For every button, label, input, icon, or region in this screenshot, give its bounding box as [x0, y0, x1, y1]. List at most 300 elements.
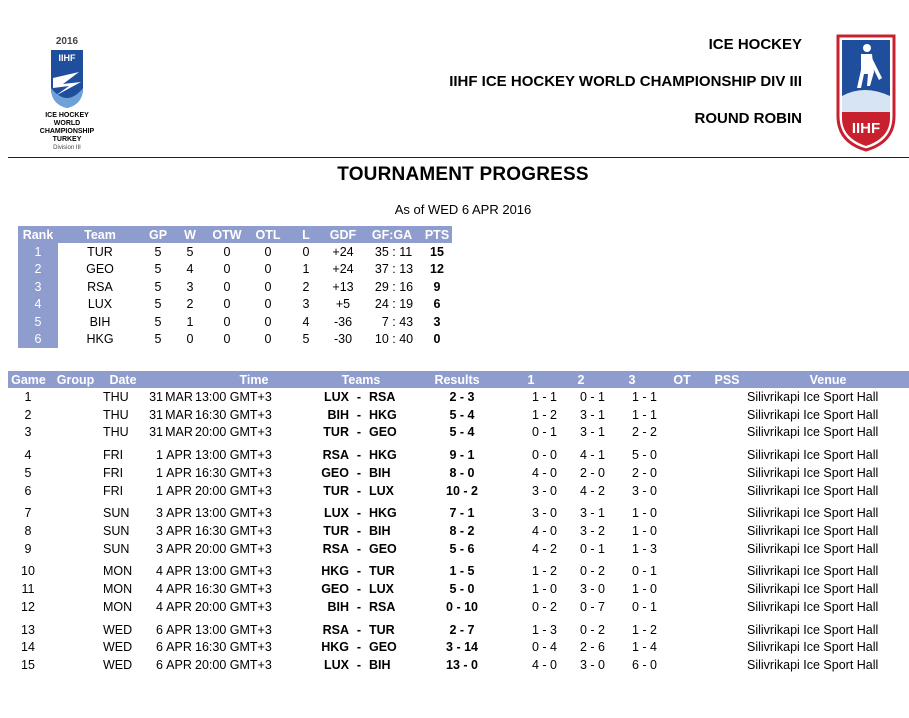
- game-time: 20:00 GMT+3: [195, 658, 272, 673]
- gfga-cell: [362, 296, 422, 314]
- pss-score: [707, 522, 747, 540]
- team-cell: LUX: [87, 297, 113, 312]
- game-row: [8, 388, 909, 406]
- otw-cell: 0: [223, 279, 231, 294]
- logo-right-text: IIHF: [851, 120, 881, 137]
- col-period-2: 2: [557, 371, 607, 388]
- ot-score: [657, 482, 707, 500]
- game-day: THU: [103, 407, 129, 422]
- teams-separator: -: [356, 407, 362, 422]
- col-rank: Rank: [18, 226, 58, 243]
- gp-cell: 5: [154, 262, 162, 277]
- game-month: APR: [166, 448, 192, 463]
- home-team: HKG: [321, 640, 349, 655]
- col-pss: PSS: [707, 371, 747, 388]
- home-team: RSA: [322, 448, 349, 463]
- game-month: APR: [166, 640, 192, 655]
- venue-cell: Silivrikapi Ice Sport Hall: [747, 407, 879, 422]
- standings-table: [18, 226, 452, 348]
- pts-cell: 0: [433, 332, 441, 347]
- pss-score: [707, 446, 747, 464]
- gf-value: 29: [374, 279, 389, 294]
- rank-cell: 6: [18, 331, 58, 349]
- game-number: 13: [21, 622, 35, 637]
- home-team: HKG: [321, 564, 349, 579]
- period-3-score: 1 - 0: [632, 524, 658, 539]
- gp-cell: 5: [154, 297, 162, 312]
- gp-cell: 5: [154, 314, 162, 329]
- standings-row: [18, 313, 452, 331]
- away-team: HKG: [369, 407, 397, 422]
- page-title: TOURNAMENT PROGRESS: [337, 164, 589, 185]
- home-team: GEO: [321, 582, 349, 597]
- col-results: Results: [409, 371, 505, 388]
- game-row: [8, 464, 909, 482]
- period-3-score: 1 - 1: [632, 389, 658, 404]
- venue-cell: Silivrikapi Ice Sport Hall: [747, 506, 879, 521]
- group-cell: [48, 388, 103, 406]
- w-cell: 2: [186, 297, 194, 312]
- header-sport: ICE HOCKEY: [708, 36, 802, 53]
- ot-score: [657, 540, 707, 558]
- ot-score: [657, 563, 707, 581]
- period-1-score: 1 - 2: [532, 564, 558, 579]
- game-number: 3: [24, 425, 32, 440]
- standings-row: [18, 296, 452, 314]
- game-row: [8, 482, 909, 500]
- teams-separator: -: [356, 448, 362, 463]
- period-3-score: 1 - 1: [632, 407, 658, 422]
- ga-value: 40: [399, 332, 414, 347]
- game-day-number: 6: [156, 622, 163, 637]
- game-day-number: 1: [156, 448, 163, 463]
- col-teams: Teams: [313, 371, 409, 388]
- venue-cell: Silivrikapi Ice Sport Hall: [747, 425, 879, 440]
- game-number: 9: [24, 541, 32, 556]
- game-day-number: 4: [156, 600, 163, 615]
- period-1-score: 0 - 1: [532, 425, 558, 440]
- period-1-score: 1 - 2: [532, 407, 558, 422]
- period-2-score: 3 - 1: [580, 506, 606, 521]
- col-w: W: [174, 226, 206, 243]
- game-month: APR: [166, 658, 192, 673]
- pts-cell: 12: [430, 262, 444, 277]
- period-2-score: 0 - 2: [580, 564, 606, 579]
- games-header-row: [8, 371, 909, 388]
- game-result: 5 - 0: [449, 582, 475, 597]
- ot-score: [657, 504, 707, 522]
- game-month: APR: [166, 506, 192, 521]
- game-day-number: 3: [156, 541, 163, 556]
- period-1-score: 4 - 0: [532, 524, 558, 539]
- l-cell: 3: [302, 297, 310, 312]
- col-otl: OTL: [248, 226, 288, 243]
- standings-row: [18, 261, 452, 279]
- game-month: APR: [166, 622, 192, 637]
- pss-score: [707, 406, 747, 424]
- game-day: MON: [103, 600, 133, 615]
- pts-cell: 3: [433, 314, 441, 329]
- group-cell: [48, 522, 103, 540]
- game-number: 6: [24, 483, 32, 498]
- pss-score: [707, 464, 747, 482]
- game-time: 16:30 GMT+3: [195, 640, 272, 655]
- game-number: 14: [21, 640, 35, 655]
- col-date: Date: [103, 371, 143, 388]
- game-row: [8, 563, 909, 581]
- ot-score: [657, 656, 707, 674]
- venue-cell: Silivrikapi Ice Sport Hall: [747, 622, 879, 637]
- game-result: 8 - 0: [449, 465, 475, 480]
- period-1-score: 1 - 0: [532, 582, 558, 597]
- team-cell: TUR: [87, 244, 113, 259]
- period-2-score: 2 - 0: [580, 465, 606, 480]
- game-result: 1 - 5: [449, 564, 475, 579]
- otl-cell: 0: [264, 332, 272, 347]
- group-cell: [48, 621, 103, 639]
- pss-score: [707, 621, 747, 639]
- gp-cell: 5: [154, 244, 162, 259]
- away-team: LUX: [369, 582, 394, 597]
- game-result: 7 - 1: [449, 506, 475, 521]
- teams-separator: -: [356, 640, 362, 655]
- period-1-score: 3 - 0: [532, 483, 558, 498]
- game-time: 16:30 GMT+3: [195, 582, 272, 597]
- game-result: 13 - 0: [446, 658, 478, 673]
- period-1-score: 4 - 0: [532, 658, 558, 673]
- away-team: RSA: [369, 389, 396, 404]
- period-2-score: 3 - 2: [580, 524, 606, 539]
- game-time: 20:00 GMT+3: [195, 483, 272, 498]
- game-month: MAR: [165, 389, 193, 404]
- away-team: TUR: [369, 564, 395, 579]
- pss-score: [707, 388, 747, 406]
- home-team: TUR: [323, 483, 349, 498]
- w-cell: 0: [186, 332, 194, 347]
- game-row: [8, 598, 909, 616]
- gf-value: 24: [374, 297, 389, 312]
- game-month: MAR: [165, 407, 193, 422]
- otw-cell: 0: [223, 262, 231, 277]
- col-l: L: [288, 226, 324, 243]
- col-ot: OT: [657, 371, 707, 388]
- group-cell: [48, 656, 103, 674]
- game-result: 0 - 10: [446, 600, 478, 615]
- teams-separator: -: [356, 389, 362, 404]
- game-row: [8, 406, 909, 424]
- group-cell: [48, 563, 103, 581]
- logo-brand: IIHF: [58, 53, 76, 63]
- ot-score: [657, 446, 707, 464]
- group-cell: [48, 424, 103, 442]
- home-team: TUR: [323, 425, 349, 440]
- ga-value: 16: [399, 279, 414, 294]
- logo-year: 2016: [55, 36, 79, 47]
- game-month: APR: [166, 564, 192, 579]
- gf-value: 35: [374, 244, 389, 259]
- gfga-separator: :: [388, 297, 400, 312]
- venue-cell: Silivrikapi Ice Sport Hall: [747, 465, 879, 480]
- col-group: Group: [48, 371, 103, 388]
- ot-score: [657, 621, 707, 639]
- col-gp: GP: [142, 226, 174, 243]
- pss-score: [707, 580, 747, 598]
- w-cell: 3: [186, 279, 194, 294]
- game-number: 4: [24, 448, 32, 463]
- gf-value: 10: [374, 332, 389, 347]
- period-1-score: 1 - 3: [532, 622, 558, 637]
- otl-cell: 0: [264, 262, 272, 277]
- period-3-score: 1 - 4: [632, 640, 658, 655]
- period-3-score: 0 - 1: [632, 564, 658, 579]
- l-cell: 2: [302, 279, 310, 294]
- period-2-score: 4 - 1: [580, 448, 606, 463]
- col-otw: OTW: [206, 226, 248, 243]
- group-cell: [48, 540, 103, 558]
- game-day-number: 4: [156, 582, 163, 597]
- gdf-cell: +5: [335, 297, 351, 312]
- game-result: 8 - 2: [449, 524, 475, 539]
- period-2-score: 0 - 1: [580, 389, 606, 404]
- gfga-cell: [362, 243, 422, 261]
- game-time: 13:00 GMT+3: [195, 448, 272, 463]
- otl-cell: 0: [264, 297, 272, 312]
- home-team: LUX: [324, 506, 349, 521]
- l-cell: 5: [302, 332, 310, 347]
- game-result: 2 - 3: [449, 389, 475, 404]
- game-month: APR: [166, 524, 192, 539]
- header-event: IIHF ICE HOCKEY WORLD CHAMPIONSHIP DIV III: [449, 73, 802, 90]
- rank-cell: 1: [18, 243, 58, 261]
- game-month: APR: [166, 541, 192, 556]
- game-day-number: 4: [156, 564, 163, 579]
- away-team: GEO: [369, 541, 397, 556]
- w-cell: 1: [186, 314, 194, 329]
- col-team: Team: [58, 226, 142, 243]
- period-3-score: 2 - 2: [632, 425, 658, 440]
- period-1-score: 4 - 0: [532, 465, 558, 480]
- period-2-score: 3 - 0: [580, 658, 606, 673]
- teams-separator: -: [356, 622, 362, 637]
- gdf-cell: +24: [332, 262, 354, 277]
- gfga-separator: :: [388, 279, 400, 294]
- game-number: 12: [21, 600, 35, 615]
- col-gdf: GDF: [324, 226, 362, 243]
- game-month: APR: [166, 465, 192, 480]
- ot-score: [657, 424, 707, 442]
- away-team: HKG: [369, 448, 397, 463]
- col-pts: PTS: [422, 226, 452, 243]
- logo-line-4: TURKEY: [52, 136, 82, 143]
- game-time: 20:00 GMT+3: [195, 425, 272, 440]
- game-time: 13:00 GMT+3: [195, 622, 272, 637]
- game-day-number: 31: [149, 389, 163, 404]
- home-team: GEO: [321, 465, 349, 480]
- gfga-cell: [362, 331, 422, 349]
- pss-score: [707, 504, 747, 522]
- game-month: APR: [166, 582, 192, 597]
- as-of-date: As of WED 6 APR 2016: [394, 202, 532, 217]
- iihf-logo-icon: [834, 34, 898, 152]
- otl-cell: 0: [264, 244, 272, 259]
- team-cell: GEO: [86, 262, 114, 277]
- ot-score: [657, 639, 707, 657]
- otw-cell: 0: [223, 314, 231, 329]
- game-row: [8, 656, 909, 674]
- home-team: LUX: [324, 658, 349, 673]
- game-day: FRI: [103, 483, 124, 498]
- teams-separator: -: [356, 658, 362, 673]
- game-result: 3 - 14: [446, 640, 478, 655]
- game-day: MON: [103, 564, 133, 579]
- group-cell: [48, 446, 103, 464]
- venue-cell: Silivrikapi Ice Sport Hall: [747, 582, 879, 597]
- game-number: 5: [24, 465, 32, 480]
- team-cell: HKG: [86, 332, 114, 347]
- period-2-score: 3 - 1: [580, 425, 606, 440]
- teams-separator: -: [356, 582, 362, 597]
- game-row: [8, 621, 909, 639]
- header-divider: [8, 157, 909, 158]
- away-team: GEO: [369, 425, 397, 440]
- game-row: [8, 424, 909, 442]
- teams-separator: -: [356, 564, 362, 579]
- w-cell: 5: [186, 244, 194, 259]
- venue-cell: Silivrikapi Ice Sport Hall: [747, 564, 879, 579]
- col-venue: Venue: [747, 371, 909, 388]
- logo-line-2: WORLD: [53, 120, 81, 127]
- game-day: WED: [103, 658, 133, 673]
- game-row: [8, 446, 909, 464]
- period-3-score: 6 - 0: [632, 658, 658, 673]
- l-cell: 1: [302, 262, 310, 277]
- away-team: BIH: [369, 465, 391, 480]
- gfga-cell: [362, 278, 422, 296]
- ga-value: 19: [399, 297, 414, 312]
- game-day-number: 1: [156, 465, 163, 480]
- col-period-3: 3: [607, 371, 657, 388]
- game-row: [8, 522, 909, 540]
- period-1-score: 0 - 2: [532, 600, 558, 615]
- game-day: FRI: [103, 465, 124, 480]
- ga-value: 13: [399, 262, 414, 277]
- game-day-number: 1: [156, 483, 163, 498]
- game-time: 20:00 GMT+3: [195, 541, 272, 556]
- away-team: RSA: [369, 600, 396, 615]
- game-day: WED: [103, 640, 133, 655]
- game-number: 8: [24, 524, 32, 539]
- period-3-score: 3 - 0: [632, 483, 658, 498]
- game-row: [8, 504, 909, 522]
- group-cell: [48, 639, 103, 657]
- venue-cell: Silivrikapi Ice Sport Hall: [747, 448, 879, 463]
- game-result: 10 - 2: [446, 483, 478, 498]
- otw-cell: 0: [223, 297, 231, 312]
- game-row: [8, 540, 909, 558]
- otw-cell: 0: [223, 332, 231, 347]
- ot-score: [657, 522, 707, 540]
- game-row: [8, 580, 909, 598]
- games-table: [8, 371, 909, 674]
- otl-cell: 0: [264, 279, 272, 294]
- game-month: APR: [166, 483, 192, 498]
- gfga-separator: :: [388, 332, 400, 347]
- team-cell: BIH: [89, 314, 111, 329]
- game-day-number: 31: [149, 407, 163, 422]
- pss-score: [707, 540, 747, 558]
- period-1-score: 0 - 0: [532, 448, 558, 463]
- game-time: 16:30 GMT+3: [195, 407, 272, 422]
- game-day: WED: [103, 622, 133, 637]
- otw-cell: 0: [223, 244, 231, 259]
- header-phase: ROUND ROBIN: [694, 110, 802, 127]
- standings-header-row: [18, 226, 452, 243]
- away-team: BIH: [369, 524, 391, 539]
- game-number: 15: [21, 658, 35, 673]
- away-team: GEO: [369, 640, 397, 655]
- game-time: 13:00 GMT+3: [195, 506, 272, 521]
- group-cell: [48, 406, 103, 424]
- game-day-number: 6: [156, 640, 163, 655]
- period-2-score: 3 - 0: [580, 582, 606, 597]
- game-time: 16:30 GMT+3: [195, 465, 272, 480]
- pts-cell: 9: [433, 279, 441, 294]
- gdf-cell: +13: [332, 279, 354, 294]
- ot-score: [657, 464, 707, 482]
- group-cell: [48, 464, 103, 482]
- period-2-score: 4 - 2: [580, 483, 606, 498]
- away-team: TUR: [369, 622, 395, 637]
- period-1-score: 1 - 1: [532, 389, 558, 404]
- gf-value: 37: [374, 262, 389, 277]
- teams-separator: -: [356, 465, 362, 480]
- game-day: MON: [103, 582, 133, 597]
- iihf-shield-icon: [49, 48, 85, 110]
- game-day: THU: [103, 425, 129, 440]
- gfga-separator: :: [388, 244, 400, 259]
- period-2-score: 2 - 6: [580, 640, 606, 655]
- away-team: HKG: [369, 506, 397, 521]
- period-1-score: 0 - 4: [532, 640, 558, 655]
- gdf-cell: -36: [333, 314, 353, 329]
- game-day-number: 3: [156, 524, 163, 539]
- team-cell: RSA: [87, 279, 113, 294]
- ot-score: [657, 580, 707, 598]
- game-day-number: 31: [149, 425, 163, 440]
- venue-cell: Silivrikapi Ice Sport Hall: [747, 541, 879, 556]
- away-team: BIH: [369, 658, 391, 673]
- teams-separator: -: [356, 506, 362, 521]
- period-2-score: 0 - 7: [580, 600, 606, 615]
- period-3-score: 5 - 0: [632, 448, 658, 463]
- standings-row: [18, 243, 452, 261]
- venue-cell: Silivrikapi Ice Sport Hall: [747, 640, 879, 655]
- rank-cell: 5: [18, 313, 58, 331]
- teams-separator: -: [356, 425, 362, 440]
- home-team: BIH: [327, 600, 349, 615]
- rank-cell: 3: [18, 278, 58, 296]
- ot-score: [657, 406, 707, 424]
- game-number: 11: [21, 582, 35, 597]
- col-period-1: 1: [505, 371, 557, 388]
- pss-score: [707, 482, 747, 500]
- ga-value: 43: [399, 314, 414, 329]
- period-3-score: 2 - 0: [632, 465, 658, 480]
- otl-cell: 0: [264, 314, 272, 329]
- pss-score: [707, 563, 747, 581]
- w-cell: 4: [186, 262, 194, 277]
- col-time: Time: [195, 371, 313, 388]
